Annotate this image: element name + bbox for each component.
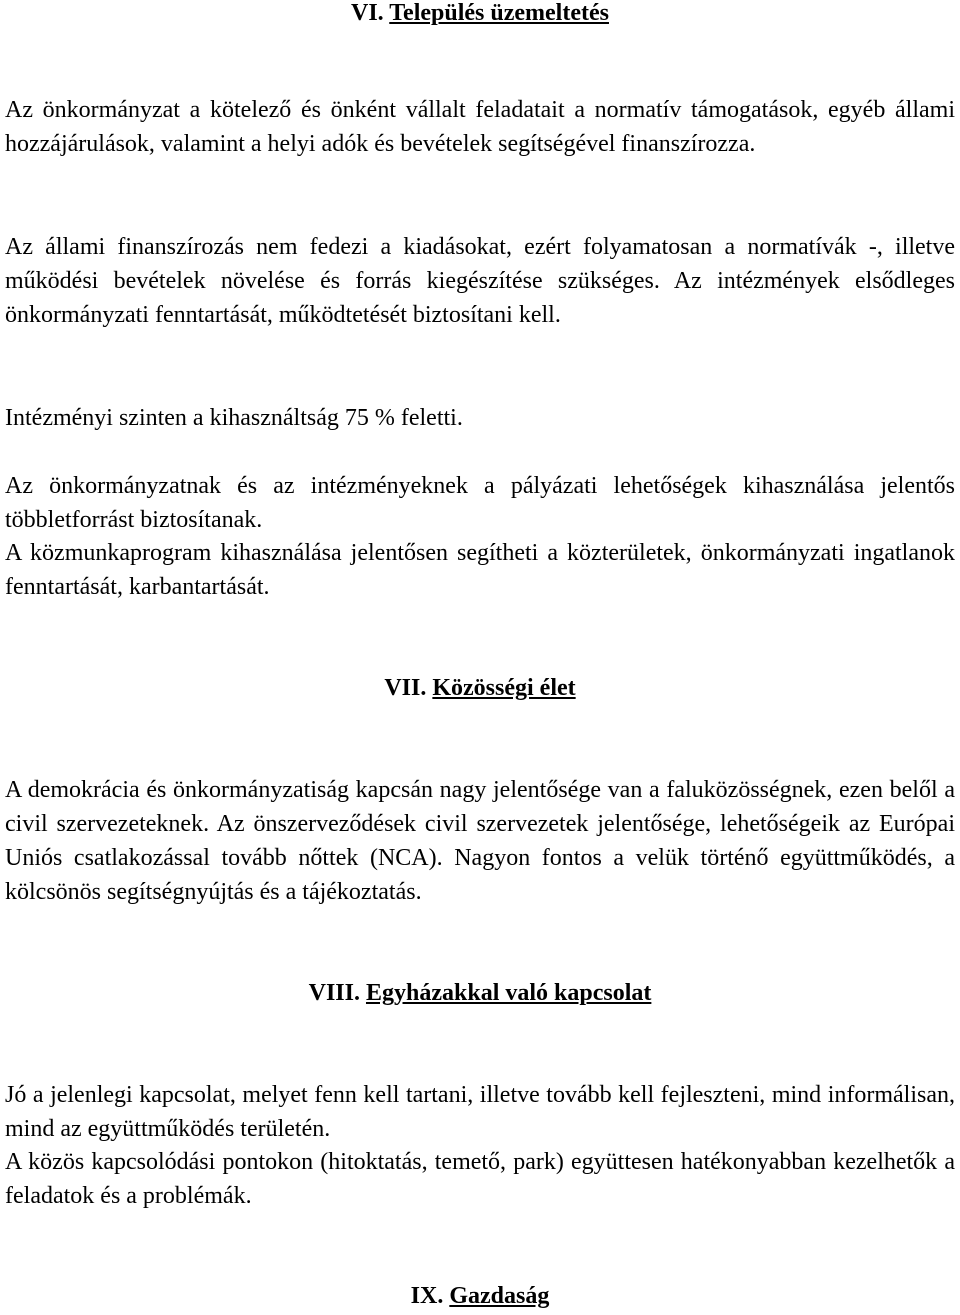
section-title: Egyházakkal való kapcsolat — [365, 980, 652, 1006]
paragraph-public-work-program: A közmunkaprogram kihasználása jelentősen segítheti a közterületek, önkormányzati ingatlanok fenntartását, karbantartását. — [5, 540, 955, 600]
paragraph-common-points: A közös kapcsolódási pontokon (hitoktatás, temető, park) együttesen hatékonyabban kezelhetők a feladatok és a problémák. — [5, 1149, 955, 1209]
section-heading-ix — [0, 1281, 960, 1311]
section-number: VI. — [351, 0, 384, 26]
section-title: Település üzemeltetés — [389, 0, 609, 26]
paragraph-tender-opportunities: Az önkormányzatnak és az intézményeknek a pályázati lehetőségek kihasználása jelentős többletforrást biztosítanak. — [5, 473, 955, 533]
section-heading-vi — [0, 0, 960, 28]
section-title: Közösségi élet — [432, 675, 576, 701]
section-number: VIII. — [308, 980, 360, 1006]
paragraph-church-relations: Jó a jelenlegi kapcsolat, melyet fenn kell tartani, illetve tovább kell fejleszteni, mind informálisan, mind az együttműködés területén. — [5, 1082, 955, 1142]
section-heading-viii — [0, 978, 960, 1008]
section-heading-vii — [0, 673, 960, 703]
paragraph-utilization: Intézményi szinten a kihasználtság 75 % feletti. — [5, 405, 463, 431]
section-number: VII. — [384, 675, 427, 701]
section-number: IX. — [410, 1283, 444, 1309]
paragraph-state-financing: Az állami finanszírozás nem fedezi a kiadásokat, ezért folyamatosan a normatívák -, illetve működési bevételek növelése és forrás kiegészítése szükséges. Az intézmények elsődleges önkormányzati fenntartását, működtetését biztosítani kell. — [5, 234, 955, 328]
paragraph-community-life: A demokrácia és önkormányzatiság kapcsán nagy jelentősége van a faluközösségnek, ezen belől a civil szervezeteknek. Az önszerveződések civil szervezetek jelentősége, lehetőségeik az Európai Uniós csatlakozással tovább nőttek (NCA). Nagyon fontos a velük történő együttműködés, a kölcsönös segítségnyújtás és a tájékoztatás. — [5, 777, 955, 905]
paragraph-financing-sources: Az önkormányzat a kötelező és önként vállalt feladatait a normatív támogatások, egyéb állami hozzájárulások, valamint a helyi adók és bevételek segítségével finanszírozza. — [5, 97, 955, 157]
section-title: Gazdaság — [449, 1283, 550, 1309]
